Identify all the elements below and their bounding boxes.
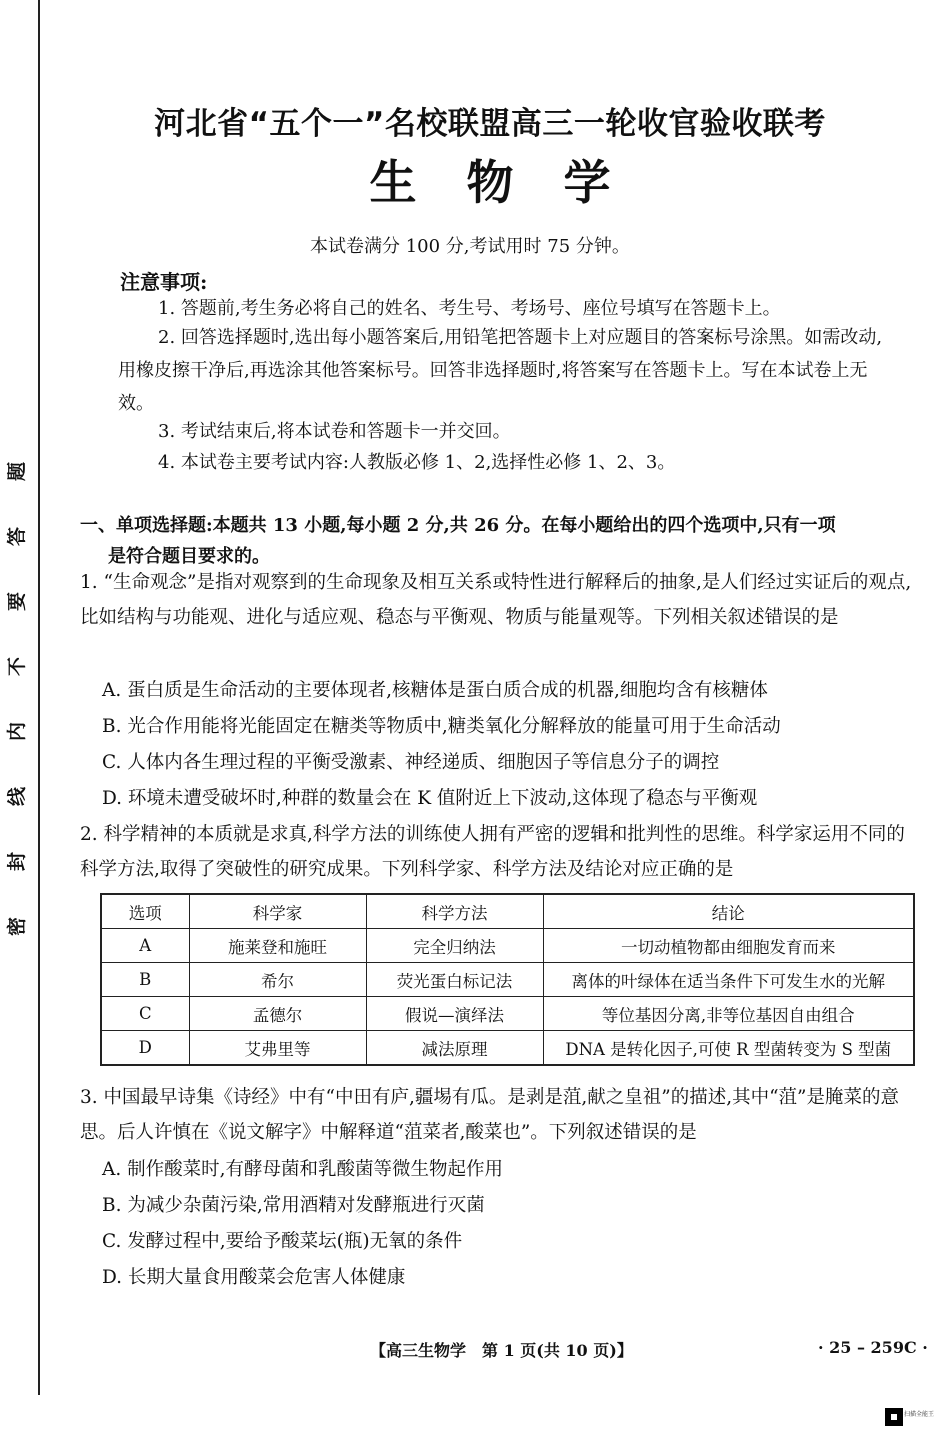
table-row xyxy=(101,963,914,997)
exam-info: 本试卷满分 100 分,考试用时 75 分钟。 xyxy=(310,236,630,257)
notice-item: 1. 答题前,考生务必将自己的姓名、考生号、考场号、座位号填写在答题卡上。 xyxy=(158,298,781,319)
section-heading xyxy=(80,510,915,572)
question-2-stem xyxy=(80,817,916,887)
question-3-option-b: B. 为减少杂菌污染,常用酒精对发酵瓶进行灭菌 xyxy=(102,1195,485,1216)
notice-item: 4. 本试卷主要考试内容:人教版必修 1、2,选择性必修 1、2、3。 xyxy=(158,452,676,473)
side-char: 线 xyxy=(6,786,29,807)
table-cell: C xyxy=(101,997,189,1031)
table-cell: 施莱登和施旺 xyxy=(189,929,366,963)
table-cell: 假说—演绎法 xyxy=(366,997,543,1031)
table-cell: 减法原理 xyxy=(366,1031,543,1066)
side-char: 题 xyxy=(6,461,29,482)
notice-item: 2. 回答选择题时,选出每小题答案后,用铅笔把答题卡上对应题目的答案标号涂黑。如需改动,用橡皮擦干净后,再选涂其他答案标号。回答非选择题时,将答案写在答题卡上。写在本试卷上无效。 xyxy=(118,327,883,414)
table-header: 科学方法 xyxy=(366,894,543,929)
table-header-row xyxy=(101,894,914,929)
table-cell: DNA 是转化因子,可使 R 型菌转变为 S 型菌 xyxy=(543,1031,914,1066)
exam-code: · 25 – 259C · xyxy=(818,1338,928,1357)
question-1-option-b: B. 光合作用能将光能固定在糖类等物质中,糖类氧化分解释放的能量可用于生命活动 xyxy=(102,716,781,737)
table-cell: D xyxy=(101,1031,189,1066)
question-3-option-a: A. 制作酸菜时,有酵母菌和乳酸菌等微生物起作用 xyxy=(102,1159,504,1180)
table-cell: 孟德尔 xyxy=(189,997,366,1031)
table-header: 科学家 xyxy=(189,894,366,929)
page-footer: 【高三生物学 第 1 页(共 10 页)】 xyxy=(370,1341,633,1360)
side-char: 不 xyxy=(6,656,29,677)
table-cell: 完全归纳法 xyxy=(366,929,543,963)
table-cell: B xyxy=(101,963,189,997)
section-heading-line: 是符合题目要求的。 xyxy=(108,546,270,567)
table-row xyxy=(101,929,914,963)
side-char: 内 xyxy=(6,721,29,742)
table-cell: 等位基因分离,非等位基因自由组合 xyxy=(543,997,914,1031)
section-heading-line: 一、单项选择题:本题共 13 小题,每小题 2 分,共 26 分。在每小题给出的四个选项中,只有一项 xyxy=(80,515,836,536)
side-char: 答 xyxy=(6,526,29,547)
table-cell: 希尔 xyxy=(189,963,366,997)
question-3-stem xyxy=(80,1080,916,1150)
question-text: 2. 科学精神的本质就是求真,科学方法的训练使人拥有严密的逻辑和批判性的思维。科学家运用不同的科学方法,取得了突破性的研究成果。下列科学家、科学方法及结论对应正确的是 xyxy=(80,824,905,880)
table-cell: 一切动植物都由细胞发育而来 xyxy=(543,929,914,963)
table-header: 选项 xyxy=(101,894,189,929)
subject-title: 生物学 xyxy=(369,156,661,211)
table-cell: 荧光蛋白标记法 xyxy=(366,963,543,997)
table-row xyxy=(101,997,914,1031)
table-row xyxy=(101,1031,914,1066)
question-3-option-c: C. 发酵过程中,要给予酸菜坛(瓶)无氧的条件 xyxy=(102,1231,463,1252)
table-cell: 艾弗里等 xyxy=(189,1031,366,1066)
side-char: 密 xyxy=(6,916,29,937)
table-cell: A xyxy=(101,929,189,963)
scanner-watermark: 扫描全能王 xyxy=(904,1411,935,1418)
seal-line-notice xyxy=(4,462,32,982)
binding-margin-line xyxy=(38,0,40,1395)
question-1-option-c: C. 人体内各生理过程的平衡受激素、神经递质、细胞因子等信息分子的调控 xyxy=(102,752,720,773)
table-header: 结论 xyxy=(543,894,914,929)
notice-item: 3. 考试结束后,将本试卷和答题卡一并交回。 xyxy=(158,421,511,442)
table-cell: 离体的叶绿体在适当条件下可发生水的光解 xyxy=(543,963,914,997)
question-1-option-a: A. 蛋白质是生命活动的主要体现者,核糖体是蛋白质合成的机器,细胞均含有核糖体 xyxy=(102,680,768,701)
question-3-option-d: D. 长期大量食用酸菜会危害人体健康 xyxy=(102,1267,406,1288)
question-text: 3. 中国最早诗集《诗经》中有“中田有庐,疆埸有瓜。是剥是菹,献之皇祖”的描述,其中“菹”是腌菜的意思。后人许慎在《说文解字》中解释道“菹菜者,酸菜也”。下列叙述错误的是 xyxy=(80,1087,900,1143)
side-char: 封 xyxy=(6,851,29,872)
side-char: 要 xyxy=(6,591,29,612)
question-text: 1. “生命观念”是指对观察到的生命现象及相互关系或特性进行解释后的抽象,是人们经过实证后的观点,比如结构与功能观、进化与适应观、稳态与平衡观、物质与能量观等。下列相关叙述错误的是 xyxy=(80,572,912,628)
exam-title: 河北省“五个一”名校联盟高三一轮收官验收联考 xyxy=(154,106,826,142)
question-1-stem xyxy=(80,565,916,635)
qr-code-icon xyxy=(885,1408,903,1426)
question-2-table xyxy=(100,893,915,1066)
question-1-option-d: D. 环境未遭受破坏时,种群的数量会在 K 值附近上下波动,这体现了稳态与平衡观 xyxy=(102,788,758,809)
notice-title: 注意事项: xyxy=(120,270,208,294)
